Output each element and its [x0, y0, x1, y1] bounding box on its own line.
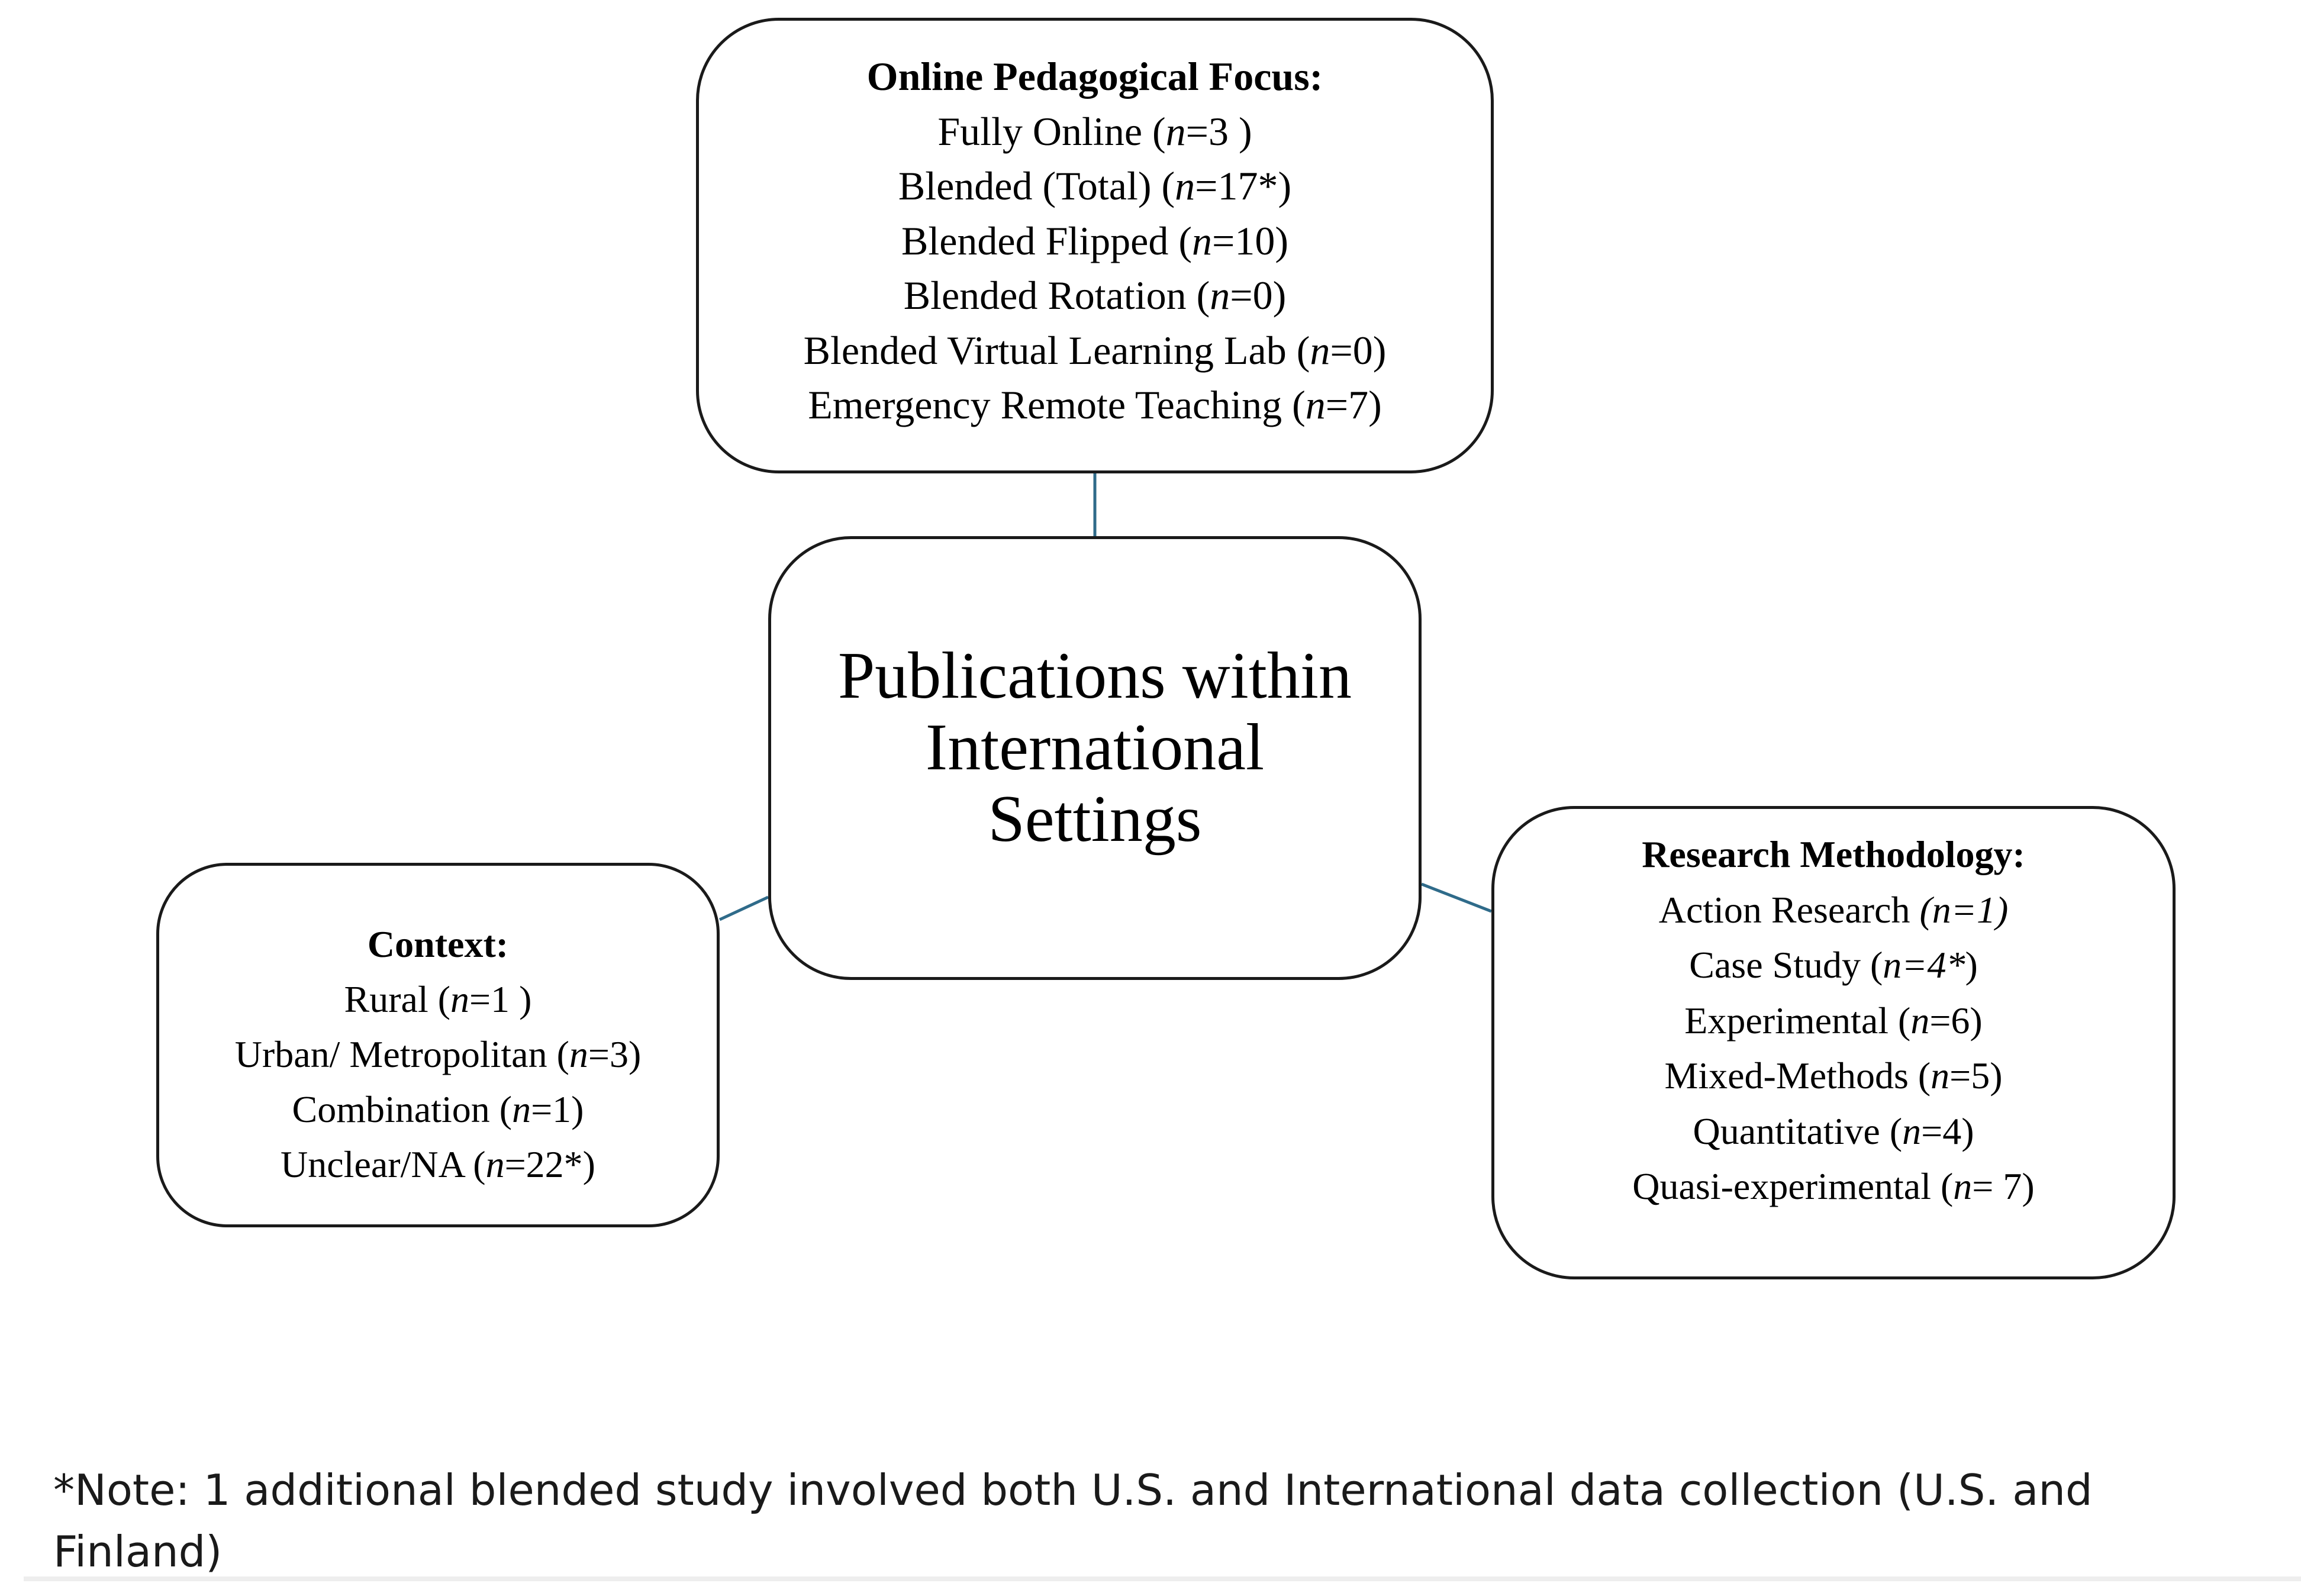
methodology-item: Mixed-Methods (n=5)	[1664, 1055, 2003, 1097]
research-methodology-box	[1491, 806, 2176, 1279]
context-item: Combination (n=1)	[292, 1088, 584, 1130]
methodology-item: Quasi-experimental (n= 7)	[1632, 1165, 2035, 1207]
online-focus-item: Blended Flipped (n=10)	[901, 218, 1289, 263]
online-focus-item: Blended Rotation (n=0)	[903, 273, 1287, 318]
context-item: Urban/ Metropolitan (n=3)	[234, 1033, 642, 1075]
connector-left	[720, 897, 768, 920]
central-title-line: Settings	[988, 782, 1202, 856]
central-title-line: Publications within	[838, 639, 1352, 712]
context-item: Rural (n=1 )	[344, 978, 532, 1020]
methodology-item: Quantitative (n=4)	[1693, 1110, 1974, 1152]
context-item: Unclear/NA (n=22*)	[281, 1143, 595, 1185]
methodology-item: Experimental (n=6)	[1684, 999, 1983, 1042]
methodology-item: Case Study (n=4*)	[1689, 944, 1978, 986]
online-focus-item: Blended Virtual Learning Lab (n=0)	[803, 327, 1387, 373]
methodology-heading: Research Methodology:	[1642, 833, 2025, 875]
online-focus-heading: Online Pedagogical Focus:	[866, 54, 1323, 99]
central-title	[838, 640, 1352, 855]
online-focus-item: Fully Online (n=3 )	[937, 108, 1252, 154]
online-focus-item: Emergency Remote Teaching (n=7)	[808, 382, 1382, 427]
bottom-divider	[24, 1576, 2301, 1581]
online-focus-item: Blended (Total) (n=17*)	[898, 163, 1292, 208]
context-heading: Context:	[367, 923, 509, 965]
methodology-item: Action Research (n=1)	[1658, 888, 2009, 931]
connector-right	[1422, 884, 1491, 911]
central-title-line: International	[925, 710, 1265, 784]
context-box	[156, 863, 720, 1227]
online-pedagogical-focus-box	[696, 18, 1494, 473]
footnote: *Note: 1 additional blended study involved both U.S. and International data collection (U.S. and Finland)	[53, 1465, 2093, 1576]
central-topic-box	[768, 536, 1422, 980]
